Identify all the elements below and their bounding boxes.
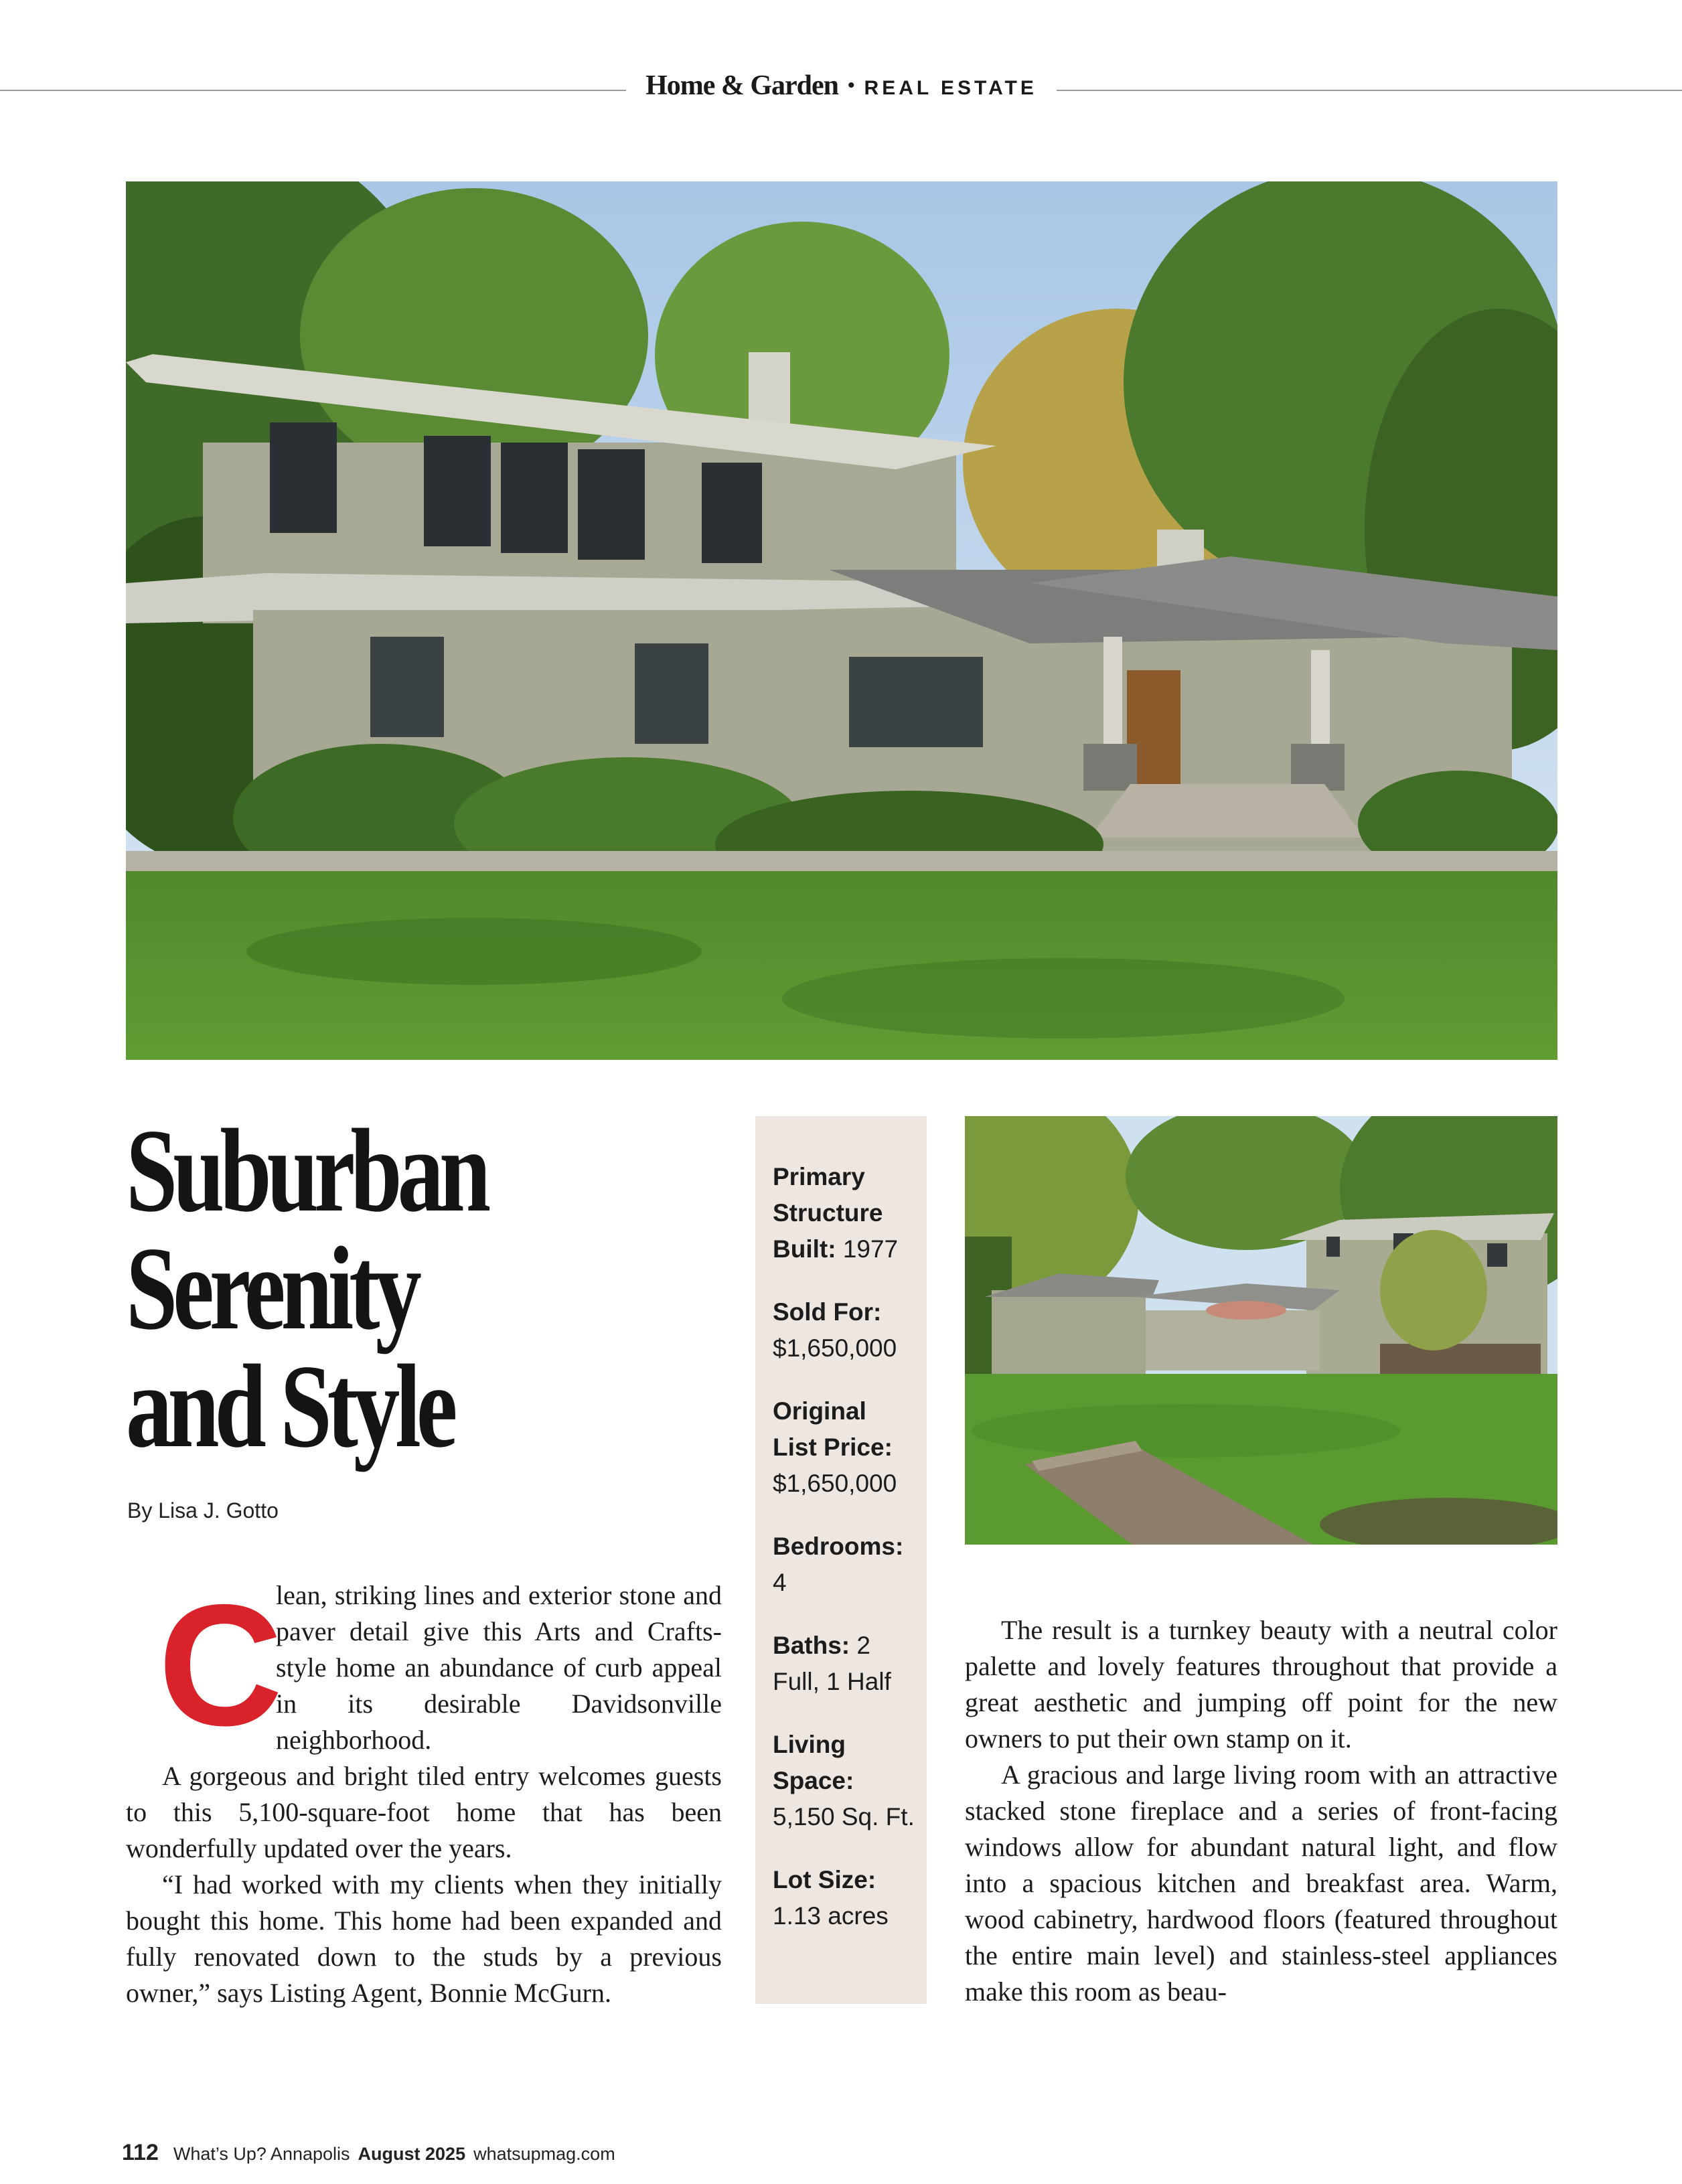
fact-label: Baths:: [773, 1632, 850, 1659]
fact-value: $1,650,000: [773, 1470, 897, 1497]
drop-cap: C: [158, 1568, 283, 1762]
fact-value: 4: [773, 1569, 787, 1596]
header-brand: Home & Garden: [645, 70, 839, 101]
article-title: [126, 1104, 596, 1472]
page-number: 112: [122, 2140, 159, 2165]
fact-label: Sold For:: [773, 1298, 882, 1326]
article-column-1: [126, 1568, 722, 2011]
footer-website: whatsupmag.com: [473, 2144, 615, 2164]
fact-sold-for: [773, 1294, 915, 1367]
running-header: [626, 70, 1057, 102]
paragraph: A gorgeous and bright tiled entry welcomes guests to this 5,100-square-foot home that has been wonderfully updated over the years.: [126, 1761, 722, 1863]
fact-value: 5,150 Sq. Ft.: [773, 1803, 915, 1830]
property-facts-sidebar: [755, 1116, 927, 2004]
fact-value: $1,650,000: [773, 1334, 897, 1362]
header-separator: •: [848, 74, 855, 96]
paragraph: A gracious and large living room with an attractive stacked stone fireplace and a series of front-facing windows allow for abundant natural light, and flow into a spacious kitchen and breakfast area. Warm, wood cabinetry, hardwood floors (featured throughout the entire main level) and stainless-steel appliances make this room as beau-: [965, 1760, 1557, 2007]
title-line-2: Serenity: [126, 1222, 417, 1354]
house-front-photo: [126, 181, 1557, 1060]
fact-baths: [773, 1628, 915, 1700]
header-rule-right: [1057, 90, 1682, 91]
fact-label: Original List Price:: [773, 1397, 893, 1461]
header-rule-left: [0, 90, 626, 91]
title-line-3: and Style: [126, 1340, 453, 1472]
byline: By Lisa J. Gotto: [127, 1498, 279, 1523]
fact-label: Bedrooms:: [773, 1533, 904, 1560]
fact-label: Lot Size:: [773, 1866, 876, 1893]
title-line-1: Suburban: [126, 1104, 487, 1237]
fact-label: Living Space:: [773, 1731, 854, 1794]
paragraph: “I had worked with my clients when they initially bought this home. This home had been expanded and fully renovated down to the studs by a previous owner,” says Listing Agent, Bonnie McGurn.: [126, 1869, 722, 2008]
fact-label: Primary Structure Built:: [773, 1163, 883, 1263]
fact-bedrooms: [773, 1529, 915, 1601]
paragraph: lean, striking lines and exterior stone and paver detail give this Arts and Crafts-style home an abundance of curb appeal in its desirable Davidsonville neighborhood.: [276, 1580, 722, 1755]
paragraph: The result is a turnkey beauty with a neutral color palette and lovely features throughout that provide a great aesthetic and jumping off point for the new owners to put their own stamp on it.: [965, 1615, 1557, 1753]
footer-issue-date: August 2025: [358, 2144, 466, 2164]
fact-list-price: [773, 1393, 915, 1502]
house-backyard-photo: [965, 1116, 1557, 1545]
fact-living-space: [773, 1727, 915, 1835]
fact-value: 1977: [842, 1235, 899, 1263]
fact-value: 1.13 acres: [773, 1902, 889, 1930]
fact-lot-size: [773, 1862, 915, 1934]
fact-built: [773, 1159, 915, 1267]
header-section: REAL ESTATE: [864, 77, 1037, 99]
fact-value: 2 Full, 1 Half: [773, 1632, 891, 1695]
page-footer: [122, 2140, 615, 2166]
article-column-2: [965, 1612, 1557, 2010]
footer-magazine: What’s Up? Annapolis: [173, 2144, 350, 2164]
